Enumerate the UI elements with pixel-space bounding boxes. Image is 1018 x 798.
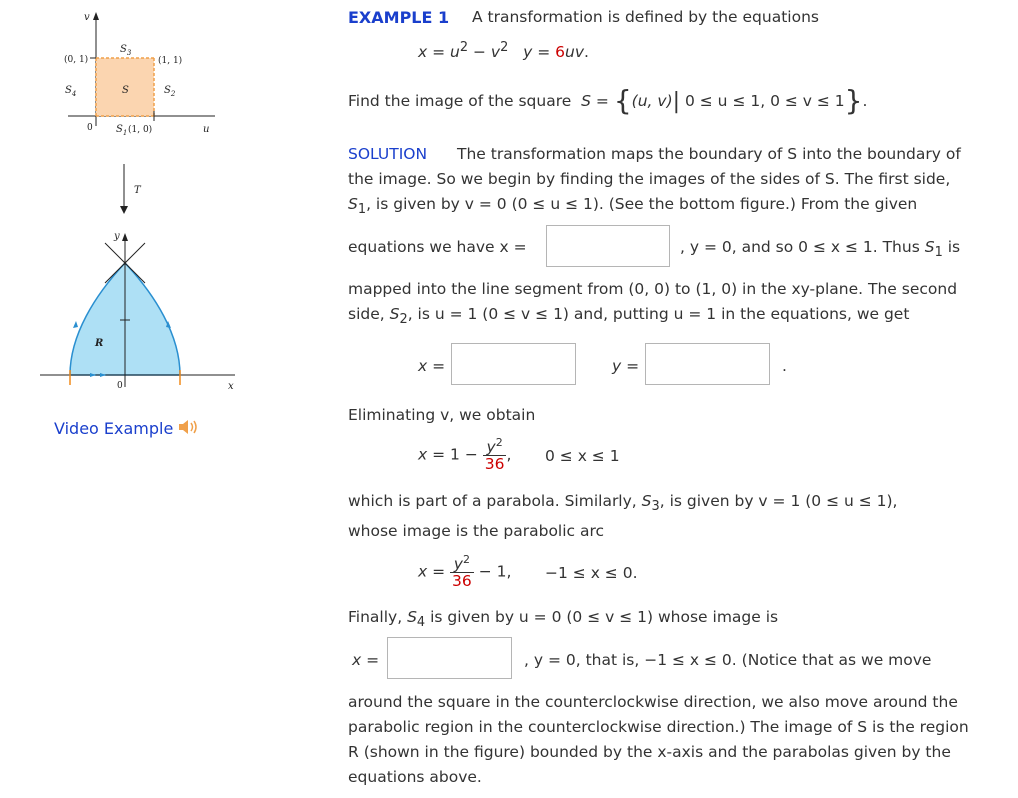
origin-xy: 0 [117, 381, 123, 391]
uv-square-figure [40, 8, 240, 148]
speaker-icon [178, 418, 200, 436]
example-intro: A transformation is defined by the equations [472, 8, 819, 26]
video-example-link[interactable] [54, 418, 200, 438]
x-equals-label-2: x = [418, 357, 446, 375]
label-1-1: (1, 1) [158, 56, 183, 66]
solution-p3-l2: side, $S_2$, is u = 1 (0 ≤ v ≤ 1) and, putting u = 1 in the equations, we get [348, 305, 910, 328]
solution-p6-l1: around the square in the counterclockwise direction, we also move around the [348, 693, 958, 711]
solution-p2-b: , y = 0, and so 0 ≤ x ≤ 1. Thus $S_1$ is [680, 238, 961, 261]
origin-uv: 0 [87, 123, 93, 133]
axis-label-y: y [114, 231, 120, 242]
label-S: S [122, 85, 129, 96]
axis-label-v: v [84, 12, 90, 23]
label-1-0: (1, 0) [128, 125, 153, 135]
solution-p3-l1: mapped into the line segment from (0, 0) to (1, 0) in the xy-plane. The second [348, 280, 958, 298]
label-S3: $S_3$ [120, 44, 132, 57]
x-equals-label-4: x = [352, 651, 380, 669]
y-equals-label-2: y = [612, 357, 640, 375]
axis-label-x: x [228, 381, 234, 392]
solution-heading: SOLUTION [348, 145, 428, 163]
solution-p4-l2: whose image is the parabolic arc [348, 522, 605, 540]
solution-p6-l4: equations above. [348, 768, 482, 786]
solution-p5: , y = 0, that is, −1 ≤ x ≤ 0. (Notice that as we move [524, 651, 932, 669]
xy-region-figure [40, 225, 250, 400]
solution-p4-l1: which is part of a parabola. Similarly, $S_3$, is given by v = 1 (0 ≤ u ≤ 1), [348, 492, 898, 515]
answer-box-2[interactable] [451, 343, 576, 385]
solution-p6-l2: parabolic region in the counterclockwise direction.) The image of S is the region [348, 718, 969, 736]
finally-text: Finally, $S_4$ is given by u = 0 (0 ≤ v ≤ 1) whose image is [348, 608, 779, 631]
label-R: R [95, 338, 104, 349]
transform-arrow [110, 160, 160, 220]
example-heading: EXAMPLE 1 [348, 8, 450, 27]
eliminating-text: Eliminating v, we obtain [348, 406, 536, 424]
label-S1: $S_1$ [116, 124, 128, 137]
label-S4: $S_4$ [65, 85, 77, 98]
solution-p1-l1: The transformation maps the boundary of S into the boundary of [457, 145, 961, 163]
solution-p1-l2: the image. So we begin by finding the images of the sides of S. The first side, [348, 170, 951, 188]
find-statement: Find the image of the square S = {(u, v)| 0 ≤ u ≤ 1, 0 ≤ v ≤ 1}. [348, 84, 868, 117]
label-S2: $S_2$ [164, 85, 176, 98]
answer-box-1[interactable] [546, 225, 670, 267]
answer-box-4[interactable] [387, 637, 512, 679]
solution-p2-a: equations we have x = [348, 238, 527, 256]
label-0-1: (0, 1) [64, 55, 89, 65]
answer-box-3[interactable] [645, 343, 770, 385]
period-mark: . [782, 357, 787, 375]
equation-2-condition: −1 ≤ x ≤ 0. [545, 564, 638, 582]
transformation-equations: $x = u^2 - v^2$ y = 6uv. [418, 40, 589, 62]
equation-parabola-1: x = 1 − $\frac{y^2}{36}$ , [418, 436, 512, 474]
equation-parabola-2: x = $\frac{y^2}{36}$ − 1, [418, 553, 512, 591]
transform-label-T: T [134, 185, 141, 196]
equation-1-condition: 0 ≤ x ≤ 1 [545, 447, 620, 465]
solution-p1-l3: $S_1$, is given by v = 0 (0 ≤ u ≤ 1). (See the bottom figure.) From the given [348, 195, 918, 218]
video-example-label: Video Example [54, 419, 174, 438]
solution-p6-l3: R (shown in the figure) bounded by the x-axis and the parabolas given by the [348, 743, 951, 761]
axis-label-u: u [203, 124, 210, 135]
